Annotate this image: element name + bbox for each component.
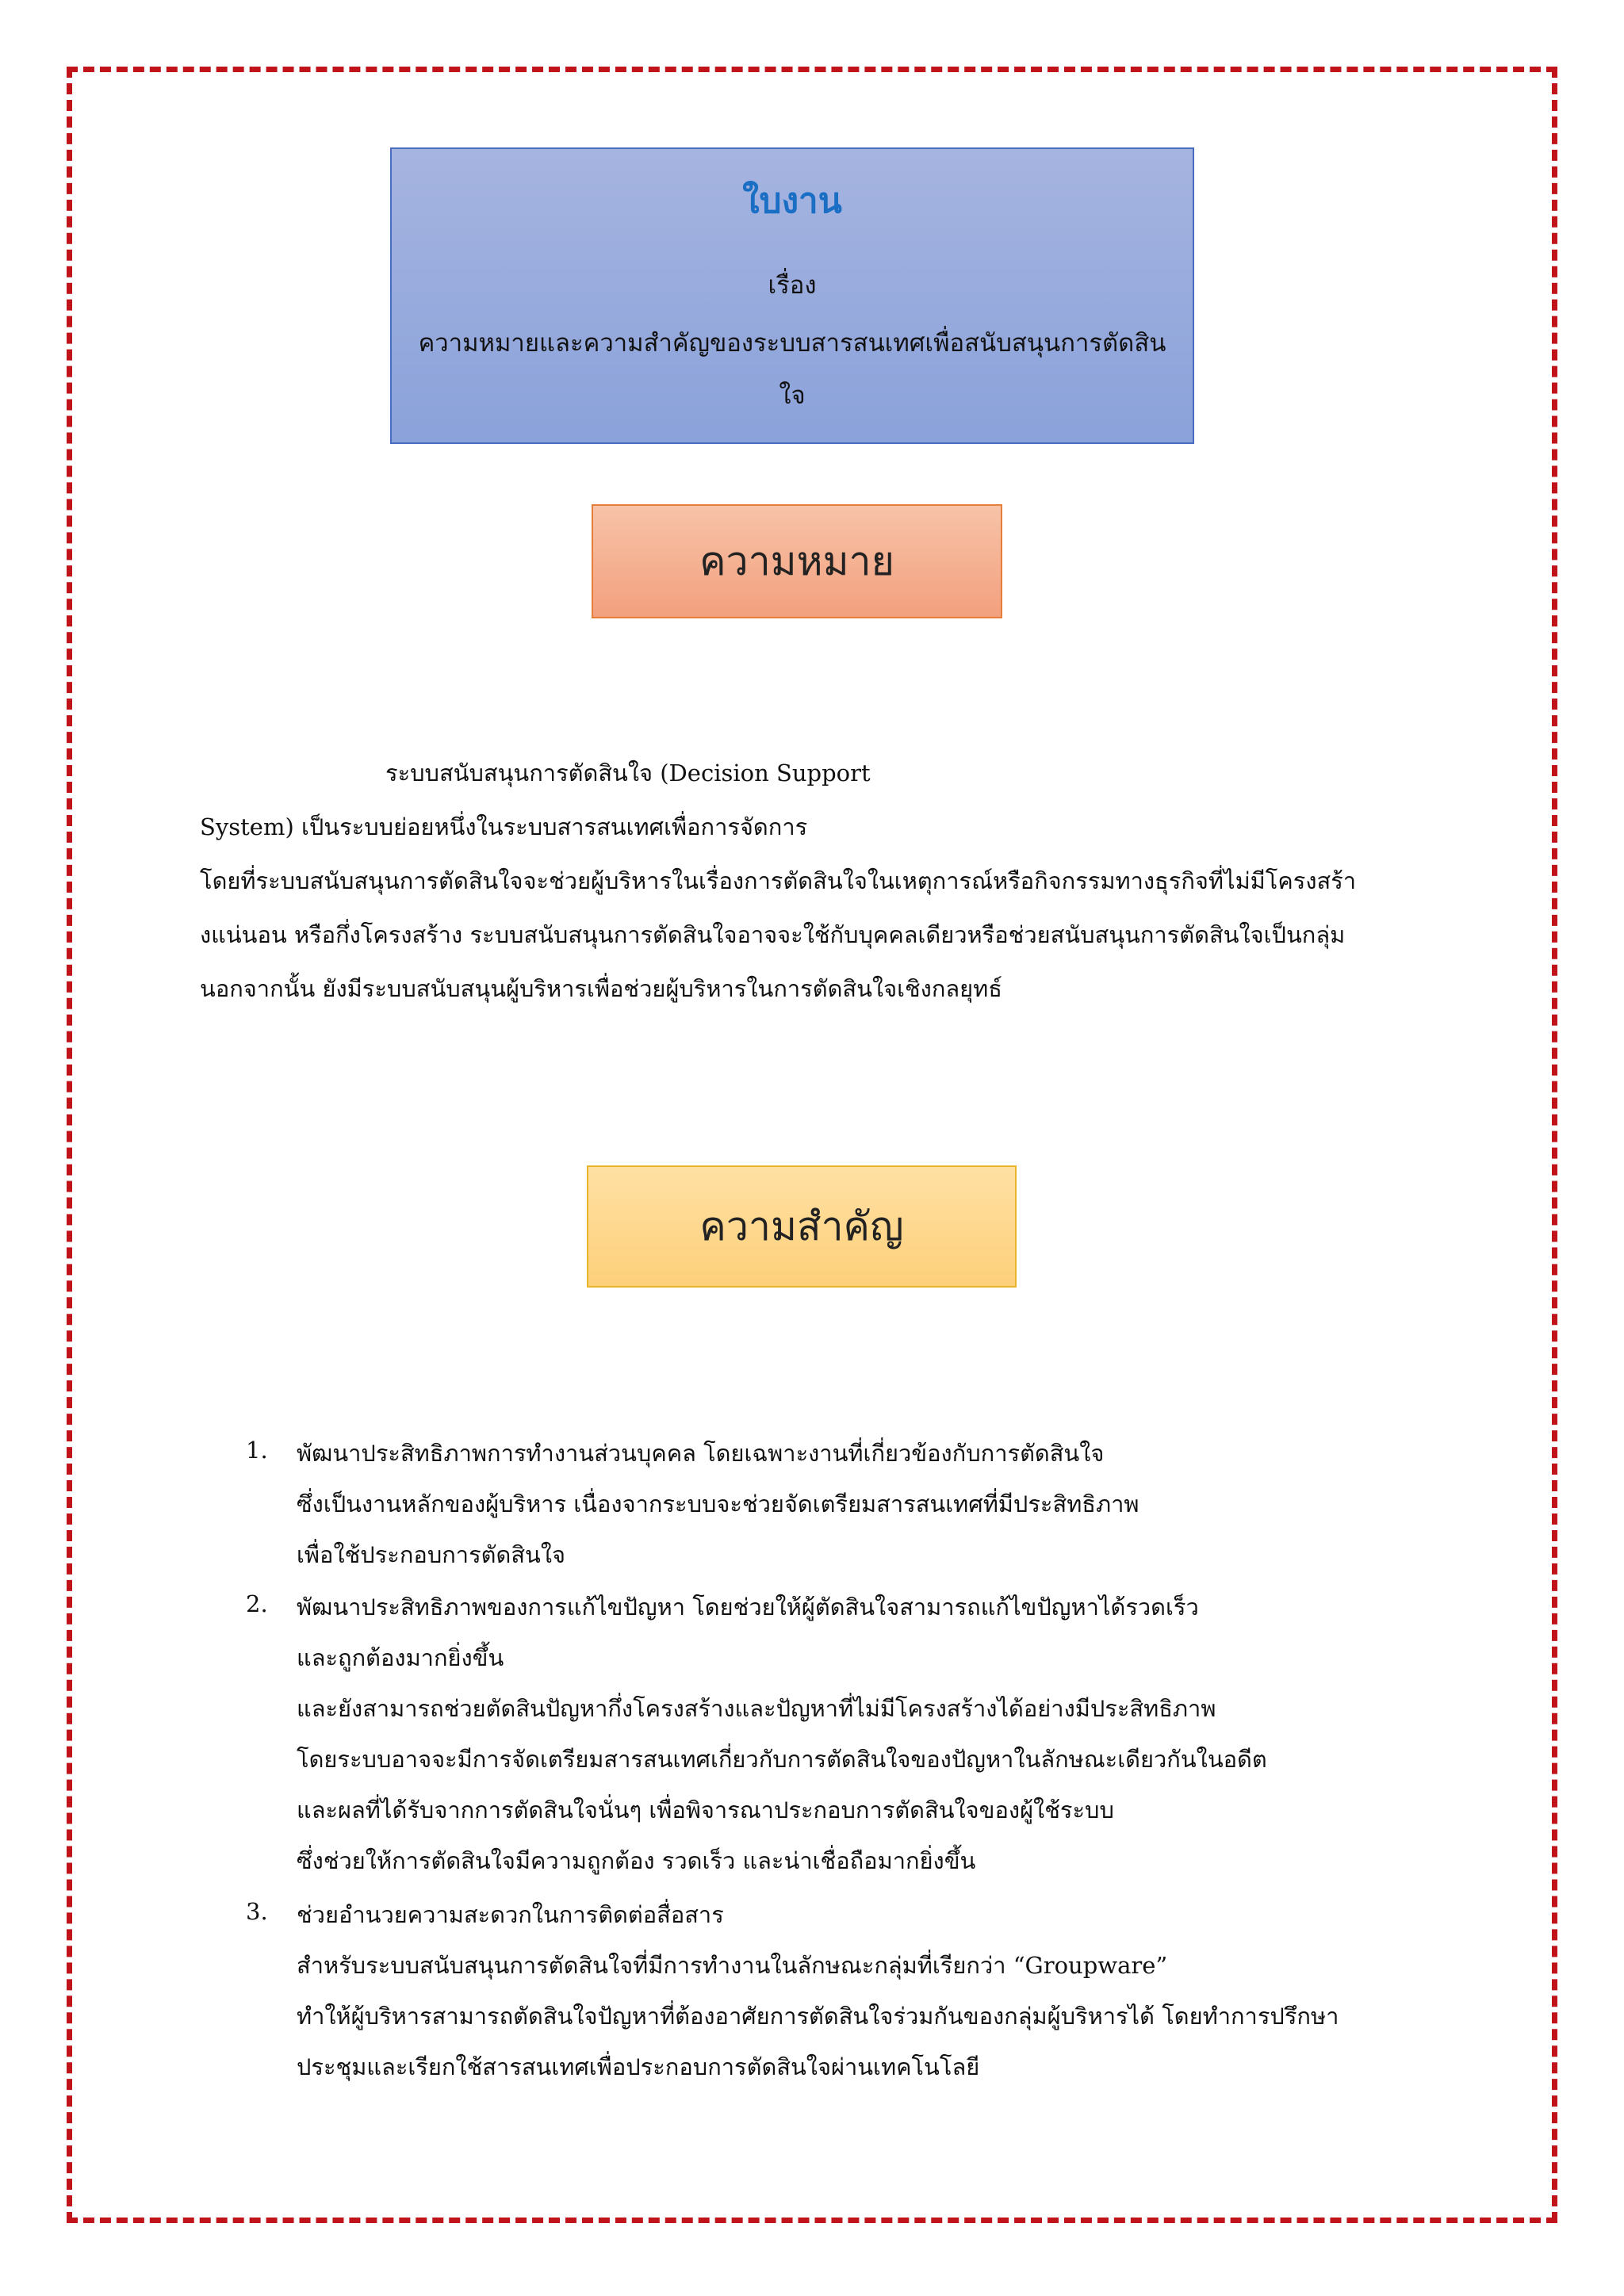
meaning-line: System) เป็นระบบย่อยหนึ่งในระบบสารสนเทศเพื่อการจัดการ (200, 813, 808, 840)
importance-heading: ความสำคัญ (587, 1165, 1017, 1288)
list-number: 2. (246, 1590, 268, 1617)
list-number: 1. (246, 1437, 268, 1464)
list-item-line: พัฒนาประสิทธิภาพของการแก้ไขปัญหา โดยช่วยให้ผู้ตัดสินใจสามารถแก้ไขปัญหาได้รวดเร็ว (297, 1594, 1199, 1621)
list-item-line: สำหรับระบบสนับสนุนการตัดสินใจที่มีการทำงานในลักษณะกลุ่มที่เรียกว่า “Groupware” (297, 1952, 1168, 1979)
meaning-heading: ความหมาย (592, 504, 1002, 618)
worksheet-subtitle: เรื่อง (768, 271, 817, 300)
meaning-line: งแน่นอน หรือกึ่งโครงสร้าง ระบบสนับสนุนการตัดสินใจอาจจะใช้กับบุคคลเดียวหรือช่วยสนับสนุนการตัดสินใจเป็นกลุ่ม (200, 921, 1346, 948)
worksheet-topic: ความหมายและความสำคัญของระบบสารสนเทศเพื่อสนับสนุนการตัดสินใจ (418, 329, 1166, 410)
meaning-line: โดยที่ระบบสนับสนุนการตัดสินใจจะช่วยผู้บริหารในเรื่องการตัดสินใจในเหตุการณ์หรือกิจกรรมทางธุรกิจที่ไม่มีโครงสร้า (200, 867, 1357, 894)
title-box (390, 147, 1194, 444)
list-item-line: ซึ่งช่วยให้การตัดสินใจมีความถูกต้อง รวดเร็ว และน่าเชื่อถือมากยิ่งขึ้น (297, 1847, 976, 1874)
meaning-line: ระบบสนับสนุนการตัดสินใจ (Decision Support (385, 760, 871, 786)
list-item-line: ประชุมและเรียกใช้สารสนเทศเพื่อประกอบการตัดสินใจผ่านเทคโนโลยี (297, 2053, 980, 2080)
list-item-line: และยังสามารถช่วยตัดสินปัญหากึ่งโครงสร้างและปัญหาที่ไม่มีโครงสร้างได้อย่างมีประสิทธิภาพ (297, 1695, 1216, 1722)
list-item-line: เพื่อใช้ประกอบการตัดสินใจ (297, 1541, 565, 1568)
meaning-line: นอกจากนั้น ยังมีระบบสนับสนุนผู้บริหารเพื่อช่วยผู้บริหารในการตัดสินใจเชิงกลยุทธ์ (200, 975, 1002, 1002)
list-number: 3. (246, 1898, 268, 1925)
list-item-line: โดยระบบอาจจะมีการจัดเตรียมสารสนเทศเกี่ยวกับการตัดสินใจของปัญหาในลักษณะเดียวกันในอดีต (297, 1746, 1267, 1773)
worksheet-title: ใบงาน (742, 181, 842, 221)
list-item-line: พัฒนาประสิทธิภาพการทำงานส่วนบุคคล โดยเฉพาะงานที่เกี่ยวข้องกับการตัดสินใจ (297, 1440, 1105, 1467)
list-item-line: และถูกต้องมากยิ่งขึ้น (297, 1644, 504, 1671)
list-item-line: และผลที่ได้รับจากการตัดสินใจนั่นๆ เพื่อพิจารณาประกอบการตัดสินใจของผู้ใช้ระบบ (297, 1797, 1114, 1823)
list-item-line: ช่วยอำนวยความสะดวกในการติดต่อสื่อสาร (297, 1901, 724, 1928)
list-item-line: ซึ่งเป็นงานหลักของผู้บริหาร เนื่องจากระบบจะช่วยจัดเตรียมสารสนเทศที่มีประสิทธิภาพ (297, 1490, 1139, 1517)
list-item-line: ทำให้ผู้บริหารสามารถตัดสินใจปัญหาที่ต้องอาศัยการตัดสินใจร่วมกันของกลุ่มผู้บริหารได้ โดยทำการปรึกษา (297, 2003, 1339, 2030)
